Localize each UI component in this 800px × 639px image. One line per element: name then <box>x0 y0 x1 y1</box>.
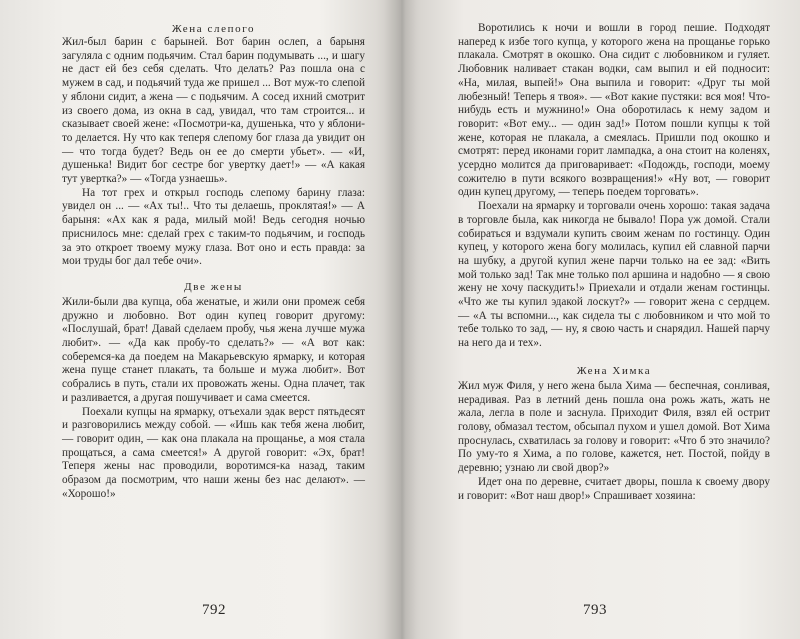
paragraph: Жили-были два купца, оба женатые, и жили они промеж себя дружно и любовно. Вот один купец говорит другому: «Послушай, брат! Давай сделаем пробу, чья жена лучше мужа любит». — «Да как пробу-то сделать?» — «А вот как: соберемся-ка да поедем на Макарьевскую ярмарку, и которая жена пуще станет плакать, та больше и мужа любит». Вот собрались в путь, стали их провожать жены. Одна плачет, так и разливается, а другая пошучивает и сама смеется. <box>62 295 365 404</box>
paragraph: Воротились к ночи и вошли в город пешие. Подходят наперед к избе того купца, у которого жена на прощанье горько плакала. Смотрят в окошко. Она сидит с любовником и гуляет. Любовник наливает стакан водки, сам выпил и ей подносит: «На, милая, выпей!» Она выпила и говорит: «Друг ты мой любезный! Теперь я твоя». — «Вот какие пустяки: вся моя! Что-нибудь есть и мужнино!» Она оборотилась к нему задом и говорит: «Вот ему... — один зад!» Потом пошли купцы к той жене, которая не плакала, а смеялась. Пришли под окошко и смотрят: перед иконами горит лампадка, а она стоит на коленях, усердно молится да приговаривает: «Подождь, господи, моему сожителю в пути всякого возвращения!» «Ну вот, — говорит один купец другому, — теперь поедем торговать». <box>458 22 770 199</box>
left-text-block-2 <box>62 296 365 502</box>
paragraph: Жил муж Филя, у него жена была Хима — беспечная, сонливая, нерадивая. Раз в летний день пошла она рожь жать, жать не жала, легла в поле и заснула. Приходит Филя, взял ей острит голову, обмазал тестом, обсыпал пухом и ушел домой. Вот Хима проснулась, схватилась за голову и говорит: «Что б это значило? По уму-то я Хима, а по голове, кажется, нет. Постой, пойду в деревню; узнаю ли свой двор?» <box>458 379 770 475</box>
left-text-block-1 <box>62 36 365 269</box>
right-page <box>458 22 770 630</box>
paragraph: Жил-был барин с барыней. Вот барин ослеп, а барыня загуляла с одним подьячим. Стал барин подумывать ..., и шагу не даст ей без себя сделать. Что делать? Раз пошла она с мужем в сад, и подьячий туда же пришел ... Вот муж-то слепой у яблони сидит, а жена — с подьячим. А сосед ихний смотрит из своего дома, из окна в сад, увидал, что там строится... и сказывает своей жене: «Посмотри-ка, душенька, что у яблони-то делается. Ну что как теперя слепому бог глаза да увидит он — что тогда будет? Ведь он ее до смерти убьет». — «И, душенька! Видит бог сестре бог увертку дает!» — «А какая тут увертка?» — «Тогда узнаешь». <box>62 36 365 186</box>
right-text-block-1 <box>458 22 770 351</box>
story-heading-wife-of-blind: Жена слепого <box>171 23 256 35</box>
right-text-block-2 <box>458 380 770 503</box>
page-number-right: 793 <box>583 602 607 618</box>
story-heading-two-wives: Две жены <box>184 280 243 293</box>
paragraph: На тот грех и открыл господь слепому барину глаза: увидел он ... — «Ах ты!.. Что ты делаешь, проклятая!» — А барыня: «Ах как я рада, милый мой! Ведь сегодня ночью приснилось мне: сделай грех с таким-то подьячим, и господь за это откроет твоему мужу глаза. Вот оно и есть правда: за мои труды бог дал тебе очи». <box>62 186 365 268</box>
story-heading-wife-khimka: Жена Химка <box>576 364 652 377</box>
paragraph: Идет она по деревне, считает дворы, пошла к своему двору и говорит: «Вот наш двор!» Спрашивает хозяина: <box>458 475 770 502</box>
paragraph: Поехали купцы на ярмарку, отъехали эдак верст пятьдесят и разговорились между собой. — «Ишь как тебя жена любит, — говорит один, — как она плакала на прощанье, а моя стала прощаться, а сама смеется!» А другой говорит: «Эх, брат! Теперя жены нас проводили, воротимся-ка назад, таким образом да посмотрим, что наши жены без нас делают». — «Хорошо!» <box>62 405 365 500</box>
page-number-left: 792 <box>202 602 226 618</box>
paragraph: Поехали на ярмарку и торговали очень хорошо: такая задача в торговле была, как никогда не бывало! Пора уж домой. Стали собираться и вздумали купить своим женам по гостинцу. Один купец, у которого жена богу молилась, купил ей славной парчи на шубку, а другой купил жене парчи только на ее зад: «Вить мой только зад! Так мне только пол аршина и надобно — я свою жену не хочу паскудить!» Приехали и отдали женам гостинцы. «Что же ты купил эдакой лоскут?» — говорит жена с сердцем. — «А ты вспомни..., как сидела ты с любовником и что мой то тебе только то зад, — ну, я свою часть и снарядил. Нашей парчу на него да и тех». <box>458 200 770 350</box>
left-page <box>62 22 365 630</box>
book-gutter-shadow <box>384 0 420 639</box>
